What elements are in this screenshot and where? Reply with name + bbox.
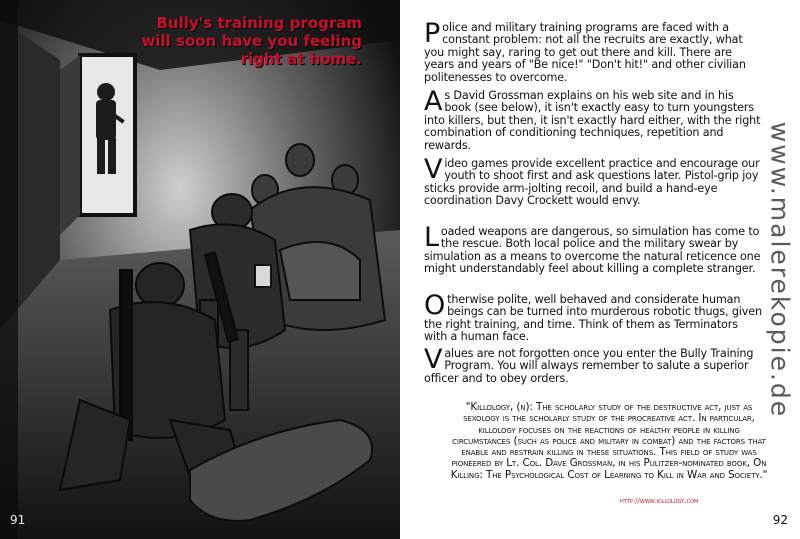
drop-cap: O (424, 290, 446, 321)
paragraph-3: Video games provide excellent practice and encourage our youth to shoot first and ask questions later. Pistol-grip joy sticks provide arm-jolting recoil, and build a hand-eye coordination Davy Crockett would envy. (424, 154, 760, 208)
killology-quote: "Killology, (n): The scholarly study of the destructive act, just as sexology is the scholarly study of the procreative act. In particular, killology focuses on the reactions of healthy people in killing circumstances (such as police and military in combat) and the factors that enable and restrain killing in these situations. This field of study was pioneered by Lt. Col. Dave Grossman, in his Pulitzer-nominated book, On Killing: The Psychological Cost of Learning to Kill in War and Society." (450, 401, 768, 481)
paragraph-6: Values are not forgotten once you enter the Bully Training Program. You will always remember to salute a superior officer and to obey orders. (424, 344, 754, 385)
paragraph-2: As David Grossman explains on his web site and in his book (see below), it isn't exactly easy to turn youngsters into killers, but then, it isn't exactly hard either, with the right combination of conditioning techniques, repetition and rewards. (424, 86, 761, 152)
illustration-caption: Bully's training program will soon have you feeling right at home. (141, 14, 362, 68)
drop-cap: P (424, 18, 441, 49)
paragraph-1: Police and military training programs are faced with a constant problem: not all the recruits are exactly, what you might say, raring to get out there and kill. There are years and years of "Be nice!" "Don't hit!" and other civilian politenesses to overcome. (424, 18, 746, 84)
paragraph-5: Otherwise polite, well behaved and considerate human beings can be turned into murderous robotic thugs, given the right training, and time. Think of them as Terminators with a human face. (424, 290, 762, 344)
watermark: www.malerekopie.de (765, 121, 795, 419)
drop-cap: A (424, 86, 443, 117)
drop-cap: V (424, 344, 443, 375)
killology-link[interactable]: http://www.killology.com (620, 497, 699, 505)
paragraph-4: Loaded weapons are dangerous, so simulation has come to the rescue. Both local police and the military swear by simulation as a means to overcome the natural reticence one might understandably feel about killing a complete stranger. (424, 222, 761, 276)
page-number-right: 92 (772, 513, 788, 527)
drop-cap: L (424, 222, 439, 253)
page-number-left: 91 (10, 513, 26, 527)
drop-cap: V (424, 154, 443, 185)
